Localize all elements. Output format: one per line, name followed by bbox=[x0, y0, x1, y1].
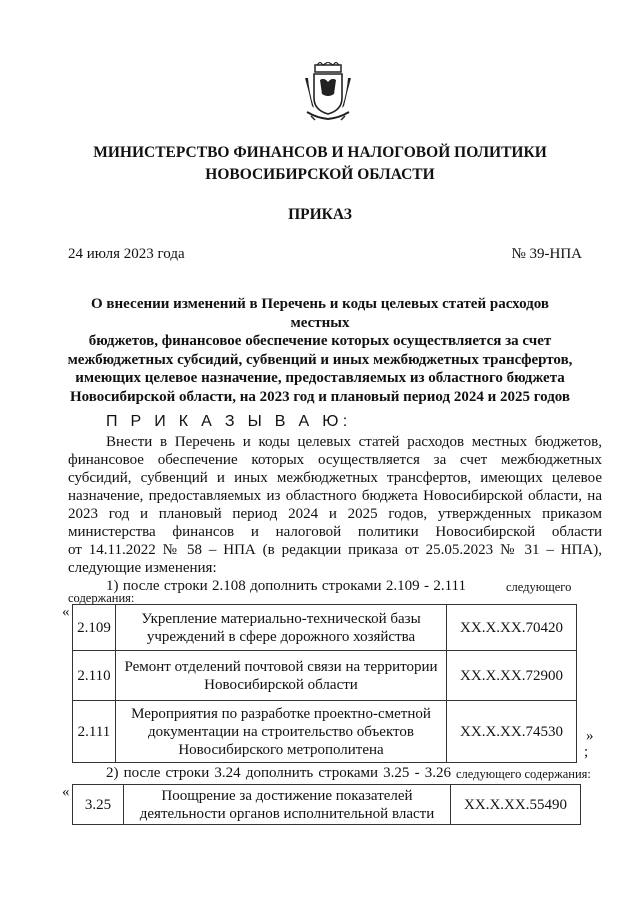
row-name bbox=[116, 605, 447, 651]
row-name-line: Ремонт отделений почтовой связи на территории bbox=[124, 658, 438, 675]
coat-of-arms-emblem bbox=[303, 62, 353, 122]
row-name-line: деятельности органов исполнительной власти bbox=[139, 805, 435, 822]
ministry-name bbox=[0, 142, 640, 186]
order-subject bbox=[60, 295, 580, 406]
paragraph-line: 2023 год и плановый период 2024 и 2025 годов, утвержденных приказом bbox=[68, 506, 602, 522]
paragraph-line: назначение, предоставляемых из областного бюджета Новосибирской области, на bbox=[68, 488, 602, 504]
row-name-line: Мероприятия по разработке проектно-сметной bbox=[131, 705, 431, 722]
item-1-text: 1) после строки 2.108 дополнить строками 2.109 - 2.111 bbox=[106, 578, 466, 594]
row-name-line: Новосибирского метрополитена bbox=[178, 741, 384, 758]
subject-line: имеющих целевое назначение, предоставляемых из областного бюджета bbox=[75, 370, 565, 386]
row-name bbox=[116, 701, 447, 763]
order-date: 24 июля 2023 года bbox=[68, 246, 185, 262]
paragraph-line: министерства финансов и налоговой политики Новосибирской области bbox=[68, 524, 602, 540]
amendments-table-2 bbox=[72, 784, 581, 825]
paragraph-line: Внести в Перечень и коды целевых статей расходов местных бюджетов, bbox=[106, 434, 602, 450]
paragraph-line: финансовое обеспечение которых осуществляется за счет межбюджетных bbox=[68, 452, 602, 468]
row-name-line: учреждений в сфере дорожного хозяйства bbox=[146, 628, 416, 645]
ministry-line-1: МИНИСТЕРСТВО ФИНАНСОВ И НАЛОГОВОЙ ПОЛИТИКИ bbox=[93, 144, 547, 161]
paragraph-line: субсидий, субвенций и иных межбюджетных трансфертов, имеющих целевое bbox=[68, 470, 602, 486]
row-name-line: Поощрение за достижение показателей bbox=[161, 787, 413, 804]
ministry-line-2: НОВОСИБИРСКОЙ ОБЛАСТИ bbox=[205, 166, 435, 183]
row-code: XX.X.XX.72900 bbox=[447, 651, 577, 701]
item-1-tail: следующего bbox=[506, 580, 572, 594]
prikazyvayu-heading: П Р И К А З Ы В А Ю: bbox=[106, 413, 352, 430]
row-name bbox=[116, 651, 447, 701]
row-number: 3.25 bbox=[73, 785, 124, 825]
item-2-text: 2) после строки 3.24 дополнить строками 3.25 - 3.26 bbox=[106, 765, 451, 781]
row-name-line: документации на строительство объектов bbox=[148, 723, 414, 740]
table-row bbox=[73, 651, 577, 701]
order-number: № 39-НПА bbox=[511, 246, 582, 262]
subject-line: Новосибирской области, на 2023 год и плановый период 2024 и 2025 годов bbox=[69, 388, 571, 405]
row-number: 2.111 bbox=[73, 701, 116, 763]
row-number: 2.109 bbox=[73, 605, 116, 651]
subject-line: О внесении изменений в Перечень и коды целевых статей расходов местных bbox=[91, 296, 549, 331]
paragraph-line: следующие изменения: bbox=[68, 560, 217, 576]
open-quote-2: « bbox=[62, 784, 70, 800]
row-name-line: Укрепление материально-технической базы bbox=[141, 610, 421, 627]
amendments-table-1 bbox=[72, 604, 577, 763]
item-1-continuation: содержания: bbox=[68, 591, 135, 605]
subject-line: бюджетов, финансовое обеспечение которых осуществляется за счет bbox=[88, 333, 552, 349]
item-2-tail: следующего содержания: bbox=[456, 767, 591, 781]
document-type: ПРИКАЗ bbox=[288, 206, 352, 223]
semicolon-1: ; bbox=[584, 744, 589, 760]
row-code: XX.X.XX.74530 bbox=[447, 701, 577, 763]
paragraph-line: от 14.11.2022 № 58 – НПА (в редакции приказа от 25.05.2023 № 31 – НПА), bbox=[68, 542, 602, 558]
close-quote-1: » bbox=[586, 728, 594, 744]
row-name bbox=[124, 785, 451, 825]
row-name-line: Новосибирской области bbox=[204, 676, 358, 693]
row-code: XX.X.XX.55490 bbox=[451, 785, 581, 825]
table-row bbox=[73, 605, 577, 651]
row-code: XX.X.XX.70420 bbox=[447, 605, 577, 651]
table-row bbox=[73, 701, 577, 763]
row-number: 2.110 bbox=[73, 651, 116, 701]
subject-line: межбюджетных субсидий, субвенций и иных межбюджетных трансфертов, bbox=[67, 351, 573, 368]
table-row bbox=[73, 785, 581, 825]
open-quote-1: « bbox=[62, 604, 70, 620]
